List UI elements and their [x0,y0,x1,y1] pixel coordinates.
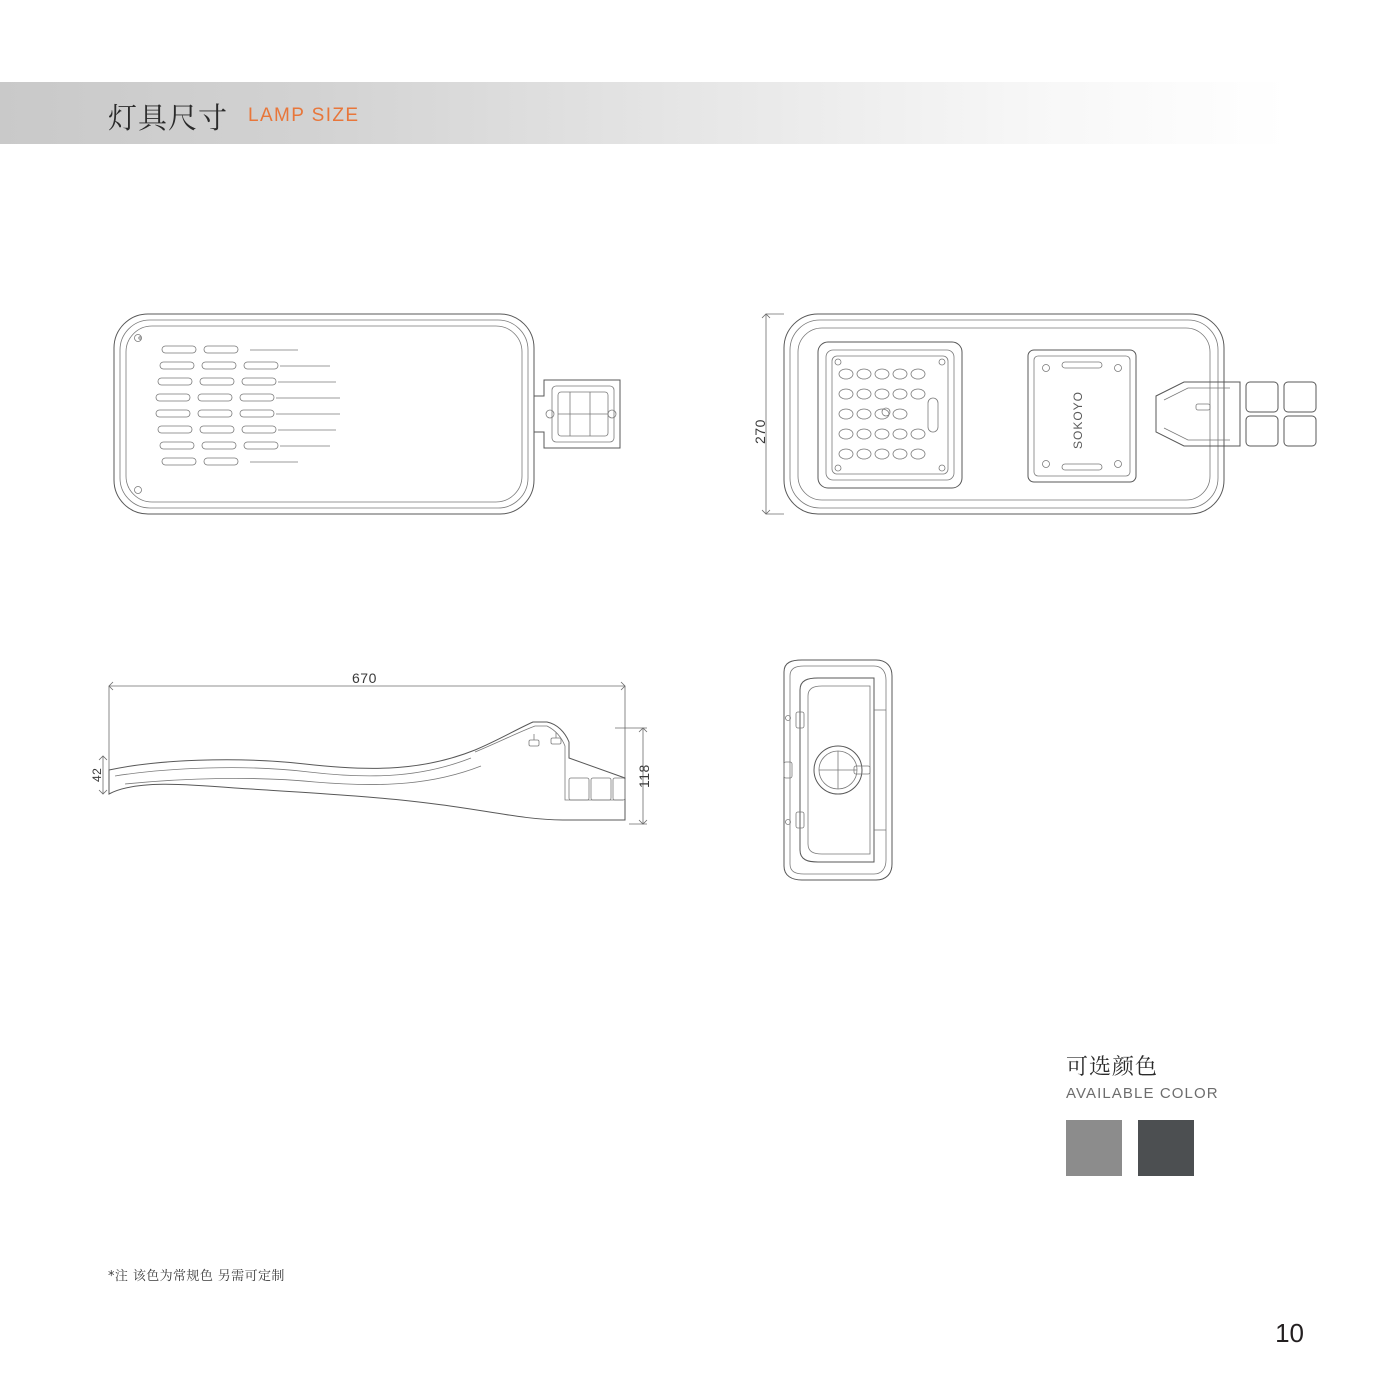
page-title-cn: 灯具尺寸 [108,101,229,135]
dimension-670: 670 [352,670,377,686]
color-swatch-dark-grey[interactable] [1138,1120,1194,1176]
front-view-drawing [770,650,910,890]
bottom-view-drawing [760,300,1320,530]
svg-text:SOKOYO: SOKOYO [1071,390,1085,450]
dimension-270: 270 [752,419,768,444]
side-view-drawing [95,660,675,860]
available-color-block [1066,1050,1326,1176]
footnote: *注 该色为常规色 另需可定制 [108,1269,285,1284]
available-color-title-cn: 可选颜色 [1066,1055,1159,1080]
dimension-118: 118 [636,764,652,788]
available-color-title-en: AVAILABLE COLOR [1066,1085,1219,1102]
color-swatch-light-grey[interactable] [1066,1120,1122,1176]
top-view-drawing [100,300,660,530]
dimension-42: 42 [90,767,104,782]
page-title-en: LAMP SIZE [248,105,360,126]
page-number: 10 [1275,1318,1304,1348]
color-swatch-row [1066,1120,1326,1176]
